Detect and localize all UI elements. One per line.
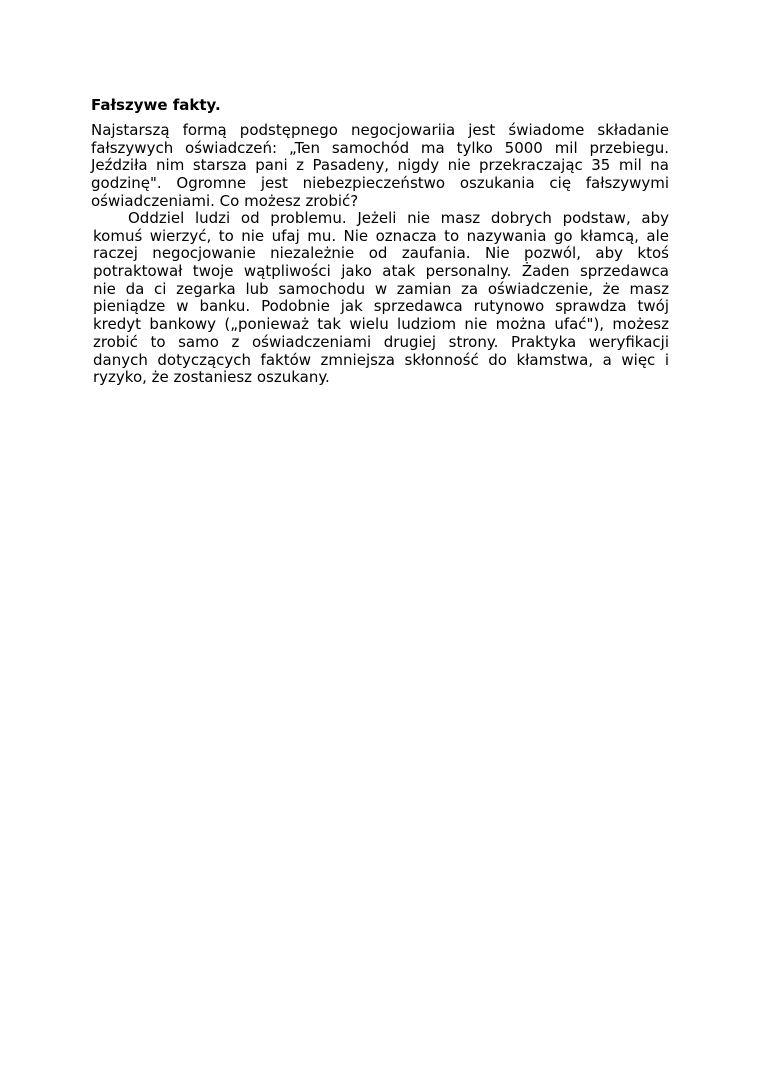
paragraph-line: potraktował twoje wątpliwości jako atak personalny. Żaden sprzedawca [93, 262, 669, 281]
paragraph-2 [93, 210, 669, 387]
paragraph-line: zrobić to samo z oświadczeniami drugiej strony. Praktyka weryfikacji [93, 332, 669, 351]
paragraph-line: Oddziel ludzi od problemu. Jeżeli nie masz dobrych podstaw, aby [128, 209, 669, 227]
paragraph-line: godzinę". Ogromne jest niebezpieczeństwo oszukania cię fałszywymi [91, 174, 669, 193]
paragraph-line: danych dotyczących faktów zmniejsza skłonność do kłamstwa, a więc i [93, 350, 669, 369]
paragraph-line: fałszywych oświadczeń: „Ten samochód ma tylko 5000 mil przebiegu. [91, 138, 669, 157]
paragraph-line: Jeździła nim starsza pani z Pasadeny, nigdy nie przekraczając 35 mil na [91, 156, 669, 175]
paragraph-line: oświadczeniami. Co możesz zrobić? [91, 191, 359, 210]
paragraph-line: nie da ci zegarka lub samochodu w zamian za oświadczenie, że masz [93, 279, 669, 298]
paragraph-line: ryzyko, że zostaniesz oszukany. [93, 368, 330, 387]
paragraph-line: raczej negocjowanie niezależnie od zaufania. Nie pozwól, aby ktoś [93, 244, 669, 263]
section-heading: Fałszywe fakty. [91, 96, 221, 114]
paragraph-1 [91, 122, 669, 210]
paragraph-line: pieniądze w banku. Podobnie jak sprzedawca rutynowo sprawdza twój [93, 297, 669, 316]
paragraph-line: kredyt bankowy („ponieważ tak wielu ludziom nie można ufać"), możesz [93, 315, 669, 334]
paragraph-line: komuś wierzyć, to nie ufaj mu. Nie oznacza to nazywania go kłamcą, ale [93, 226, 669, 245]
paragraph-line: Najstarszą formą podstępnego negocjowariia jest świadome składanie [91, 121, 669, 139]
